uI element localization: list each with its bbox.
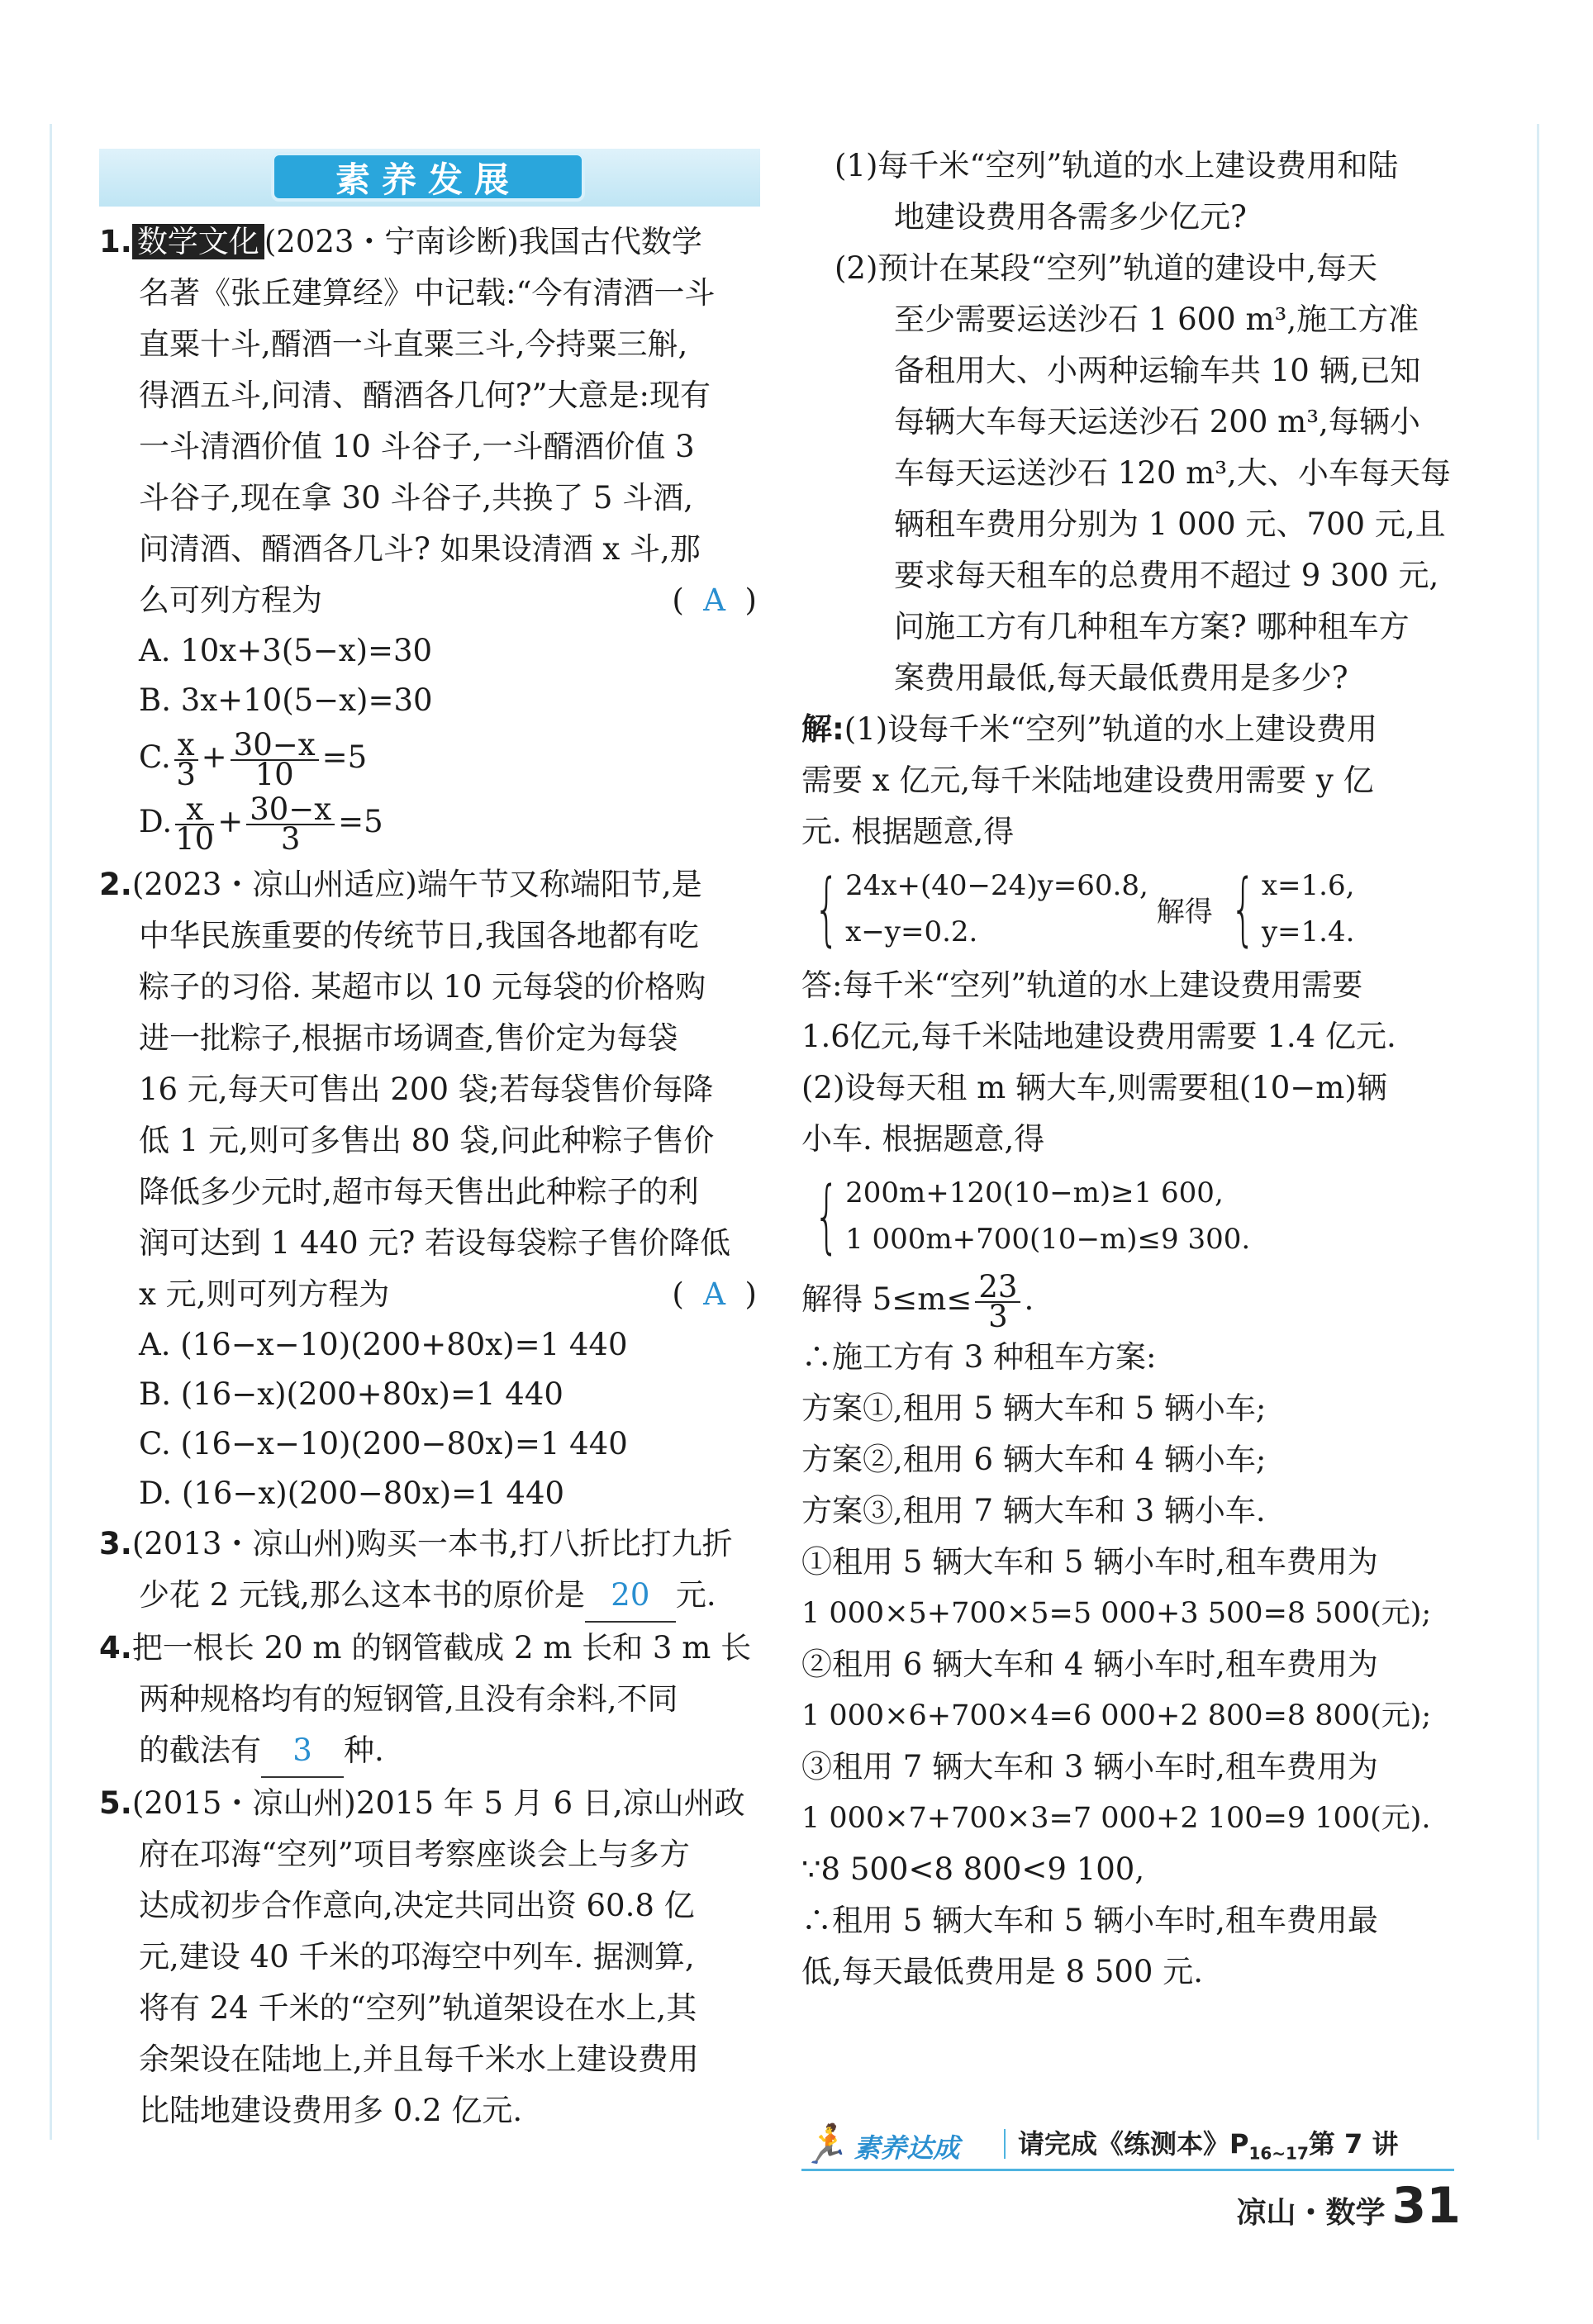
question-text: 少花 2 元钱,那么这本书的原价是	[139, 1577, 585, 1613]
question-4	[99, 1623, 760, 1778]
question-text: (2023・凉山州适应)端午节又称端阳节,是	[131, 867, 702, 902]
solution-text: 1 000×7+700×3=7 000+2 100=9 100(元).	[801, 1802, 1431, 1835]
fraction-denominator: 10	[175, 820, 215, 857]
fraction-numerator: 30−x	[231, 731, 319, 761]
question-text: 至少需要运送沙石 1 600 m³,施工方准	[894, 302, 1419, 337]
solve-word: 解得	[1156, 895, 1213, 929]
question-text: 每辆大车每天运送沙石 200 m³,每辆小	[894, 404, 1420, 440]
range-text: 解得 5≤m≤	[801, 1281, 972, 1317]
answer-bracket: ( A )	[672, 1276, 757, 1312]
solution	[801, 704, 1467, 1998]
question-text: 达成初步合作意向,决定共同出资 60.8 亿	[139, 1888, 695, 1923]
question-text: 案费用最低,每天最低费用是多少?	[894, 660, 1348, 696]
brace: {	[814, 863, 839, 955]
question-text: (2023・宁南诊断)我国古代数学	[264, 224, 702, 259]
runner-icon: 🏃	[801, 2122, 849, 2166]
question-text: 余架设在陆地上,并且每千米水上建设费用	[139, 2041, 699, 2077]
solution-text: ②租用 6 辆大车和 4 辆小车时,租车费用为	[801, 1647, 1378, 1682]
page-footer-label	[1236, 2173, 1461, 2246]
fraction-numerator: x	[174, 731, 198, 761]
solution-text: 低,每天最低费用是 8 500 元.	[801, 1954, 1203, 1989]
question-text: 润可达到 1 440 元? 若设每袋粽子售价降低	[139, 1225, 731, 1261]
section-title: 素养发展	[271, 152, 585, 202]
question-text: (2013・凉山州)购买一本书,打八折比打九折	[131, 1526, 733, 1561]
question-number: 3.	[99, 1526, 132, 1561]
footer-page-range: 16~17	[1248, 2143, 1309, 2164]
question-text: 粽子的习俗. 某超市以 10 元每袋的价格购	[139, 969, 706, 1005]
answer-text: 1.6亿元,每千米陆地建设费用需要 1.4 亿元.	[801, 1019, 1396, 1054]
fraction	[231, 726, 319, 792]
question-3	[99, 1518, 760, 1623]
solution-text: 1 000×5+700×5=5 000+3 500=8 500(元);	[801, 1597, 1432, 1630]
solution-text: ∵8 500<8 800<9 100,	[801, 1851, 1145, 1887]
fraction	[246, 791, 335, 857]
question-text: 进一批粽子,根据市场调查,售价定为每袋	[139, 1020, 678, 1056]
solution-value: x=1.6,	[1261, 869, 1355, 902]
option-c: C. $\frac{x}{3}$ + $\frac{30-x}{10}$ =5	[139, 726, 368, 792]
solution-text: (1)设每千米“空列”轨道的水上建设费用	[844, 711, 1378, 747]
question-text: 两种规格均有的短钢管,且没有余料,不同	[139, 1681, 678, 1717]
option-b: B. (16−x)(200+80x)=1 440	[139, 1376, 563, 1412]
question-text: x 元,则可列方程为	[139, 1276, 390, 1312]
brace: {	[1230, 863, 1256, 955]
region-subject: 凉山・数学	[1236, 2196, 1386, 2230]
question-text: 得酒五斗,问清、醑酒各几何?”大意是:现有	[139, 378, 711, 413]
option-b: B. 3x+10(5−x)=30	[139, 682, 433, 718]
solution-text: 需要 x 亿元,每千米陆地建设费用需要 y 亿	[801, 763, 1374, 798]
answer-choice: A	[703, 582, 726, 618]
question-5-part-1	[801, 140, 1467, 243]
question-text: 要求每天租车的总费用不超过 9 300 元,	[894, 558, 1439, 593]
solution-range	[801, 1267, 1467, 1332]
question-text: 么可列方程为	[139, 582, 322, 618]
question-text: 中华民族重要的传统节日,我国各地都有吃	[139, 918, 699, 953]
option-label: D.	[139, 804, 173, 839]
inequality: 200m+120(10−m)≥1 600,	[845, 1176, 1224, 1210]
question-text: 将有 24 千米的“空列”轨道架设在水上,其	[139, 1990, 697, 2026]
footer-logo-text: 素养达成	[854, 2132, 960, 2164]
fraction	[175, 791, 215, 857]
footer-bar	[801, 2119, 1454, 2171]
question-2	[99, 859, 760, 1518]
question-text: 直粟十斗,醑酒一斗直粟三斗,今持粟三斛,	[139, 326, 688, 362]
solution-text: ∴租用 5 辆大车和 5 辆小车时,租车费用最	[801, 1903, 1378, 1938]
question-text: 斗谷子,现在拿 30 斗谷子,共换了 5 斗酒,	[139, 480, 693, 516]
solution-text: 1 000×6+700×4=6 000+2 800=8 800(元);	[801, 1699, 1432, 1732]
equation-rhs: =5	[338, 804, 383, 839]
topic-tag: 数学文化	[132, 224, 264, 259]
question-1	[99, 216, 760, 857]
question-text: 比陆地建设费用多 0.2 亿元.	[139, 2093, 523, 2128]
solution-text: 方案③,租用 7 辆大车和 3 辆小车.	[801, 1493, 1266, 1528]
option-d: D. $\frac{x}{10}$ + $\frac{30-x}{3}$ =5	[139, 791, 383, 857]
question-text: 种.	[344, 1732, 384, 1768]
footer-logo	[801, 2119, 959, 2173]
right-column	[801, 140, 1467, 1998]
solution-text: ∴施工方有 3 种租车方案:	[801, 1339, 1157, 1375]
solution-value: y=1.4.	[1261, 915, 1355, 948]
question-text: (2)预计在某段“空列”轨道的建设中,每天	[835, 250, 1378, 286]
question-text: 辆租车费用分别为 1 000 元、700 元,且	[894, 506, 1446, 542]
question-text: 的截法有	[139, 1732, 261, 1768]
footer-text: 第 7 讲	[1308, 2128, 1399, 2160]
question-5	[99, 1778, 760, 2136]
solution-text: 元. 根据题意,得	[801, 814, 1015, 849]
equation: x−y=0.2.	[845, 915, 978, 948]
question-text: 备租用大、小两种运输车共 10 辆,已知	[894, 353, 1421, 388]
question-number: 1.	[99, 224, 132, 259]
range-text: .	[1024, 1281, 1034, 1317]
question-text: 名著《张丘建算经》中记载:“今有清酒一斗	[139, 275, 716, 311]
option-d: D. (16−x)(200−80x)=1 440	[139, 1476, 565, 1511]
answer-bracket: ( A )	[672, 582, 757, 618]
question-text: 问清酒、醑酒各几斗? 如果设清酒 x 斗,那	[139, 531, 701, 567]
brace: {	[814, 1170, 839, 1262]
option-a: A. 10x+3(5−x)=30	[139, 633, 433, 668]
left-column	[99, 216, 760, 2136]
question-text: (1)每千米“空列”轨道的水上建设费用和陆	[835, 148, 1399, 183]
question-text: 车每天运送沙石 120 m³,大、小车每天每	[894, 455, 1451, 491]
right-frame-line	[1537, 124, 1539, 2140]
question-text: 降低多少元时,超市每天售出此种粽子的利	[139, 1174, 699, 1210]
question-text: 16 元,每天可售出 200 袋;若每袋售价每降	[139, 1072, 714, 1107]
question-text: 一斗清酒价值 10 斗谷子,一斗醑酒价值 3	[139, 429, 695, 464]
answer-choice: A	[703, 1276, 726, 1312]
solution-text: ③租用 7 辆大车和 3 辆小车时,租车费用为	[801, 1749, 1378, 1785]
fraction-denominator: 3	[988, 1298, 1008, 1334]
fraction-numerator: 30−x	[246, 796, 335, 825]
option-c: C. (16−x−10)(200−80x)=1 440	[139, 1426, 628, 1461]
fraction	[174, 726, 198, 792]
solution-text: (2)设每天租 m 辆大车,则需要租(10−m)辆	[801, 1070, 1387, 1105]
fraction-numerator: 23	[975, 1273, 1020, 1303]
solution-text: ①租用 5 辆大车和 5 辆小车时,租车费用为	[801, 1544, 1378, 1580]
solution-text: 小车. 根据题意,得	[801, 1121, 1045, 1157]
question-text: 问施工方有几种租车方案? 哪种租车方	[894, 609, 1410, 644]
question-text: 地建设费用各需多少亿元?	[894, 199, 1247, 235]
question-text: 元.	[675, 1577, 716, 1613]
question-number: 4.	[99, 1630, 132, 1666]
fraction-denominator: 3	[280, 820, 301, 857]
fraction	[975, 1268, 1020, 1334]
question-5-part-2	[801, 243, 1467, 704]
question-text: (2015・凉山州)2015 年 5 月 6 日,凉山州政	[131, 1785, 745, 1821]
question-text: 府在邛海“空列”项目考察座谈会上与多方	[139, 1837, 690, 1872]
question-number: 5.	[99, 1785, 132, 1821]
option-label: C.	[139, 739, 171, 775]
footer-instruction	[1018, 2119, 1398, 2178]
fraction-denominator: 3	[176, 756, 196, 792]
question-text: 低 1 元,则可多售出 80 袋,问此种粽子售价	[139, 1123, 715, 1158]
equation: 24x+(40−24)y=60.8,	[845, 869, 1148, 902]
equation-system-1	[801, 863, 1467, 955]
answer-blank: 20	[585, 1570, 676, 1623]
answer-blank: 3	[261, 1725, 344, 1778]
fraction-denominator: 10	[254, 756, 294, 792]
solution-label: 解:	[801, 711, 844, 747]
question-text: 元,建设 40 千米的邛海空中列车. 据测算,	[139, 1939, 695, 1975]
page-number: 31	[1391, 2177, 1461, 2235]
question-text: 把一根长 20 m 的钢管截成 2 m 长和 3 m 长	[131, 1630, 752, 1666]
solution-text: 方案①,租用 5 辆大车和 5 辆小车;	[801, 1390, 1267, 1426]
footer-text: 请完成《练测本》P	[1018, 2128, 1249, 2160]
option-a: A. (16−x−10)(200+80x)=1 440	[139, 1327, 628, 1362]
inequality: 1 000m+700(10−m)≤9 300.	[845, 1223, 1251, 1256]
fraction-numerator: x	[175, 796, 214, 825]
equation-system-2	[801, 1170, 1467, 1262]
question-number: 2.	[99, 867, 132, 902]
answer-text: 答:每千米“空列”轨道的水上建设费用需要	[801, 967, 1363, 1003]
solution-text: 方案②,租用 6 辆大车和 4 辆小车;	[801, 1442, 1267, 1477]
footer-divider	[1004, 2129, 1006, 2159]
equation-rhs: =5	[321, 739, 368, 775]
left-frame-line	[50, 124, 52, 2140]
